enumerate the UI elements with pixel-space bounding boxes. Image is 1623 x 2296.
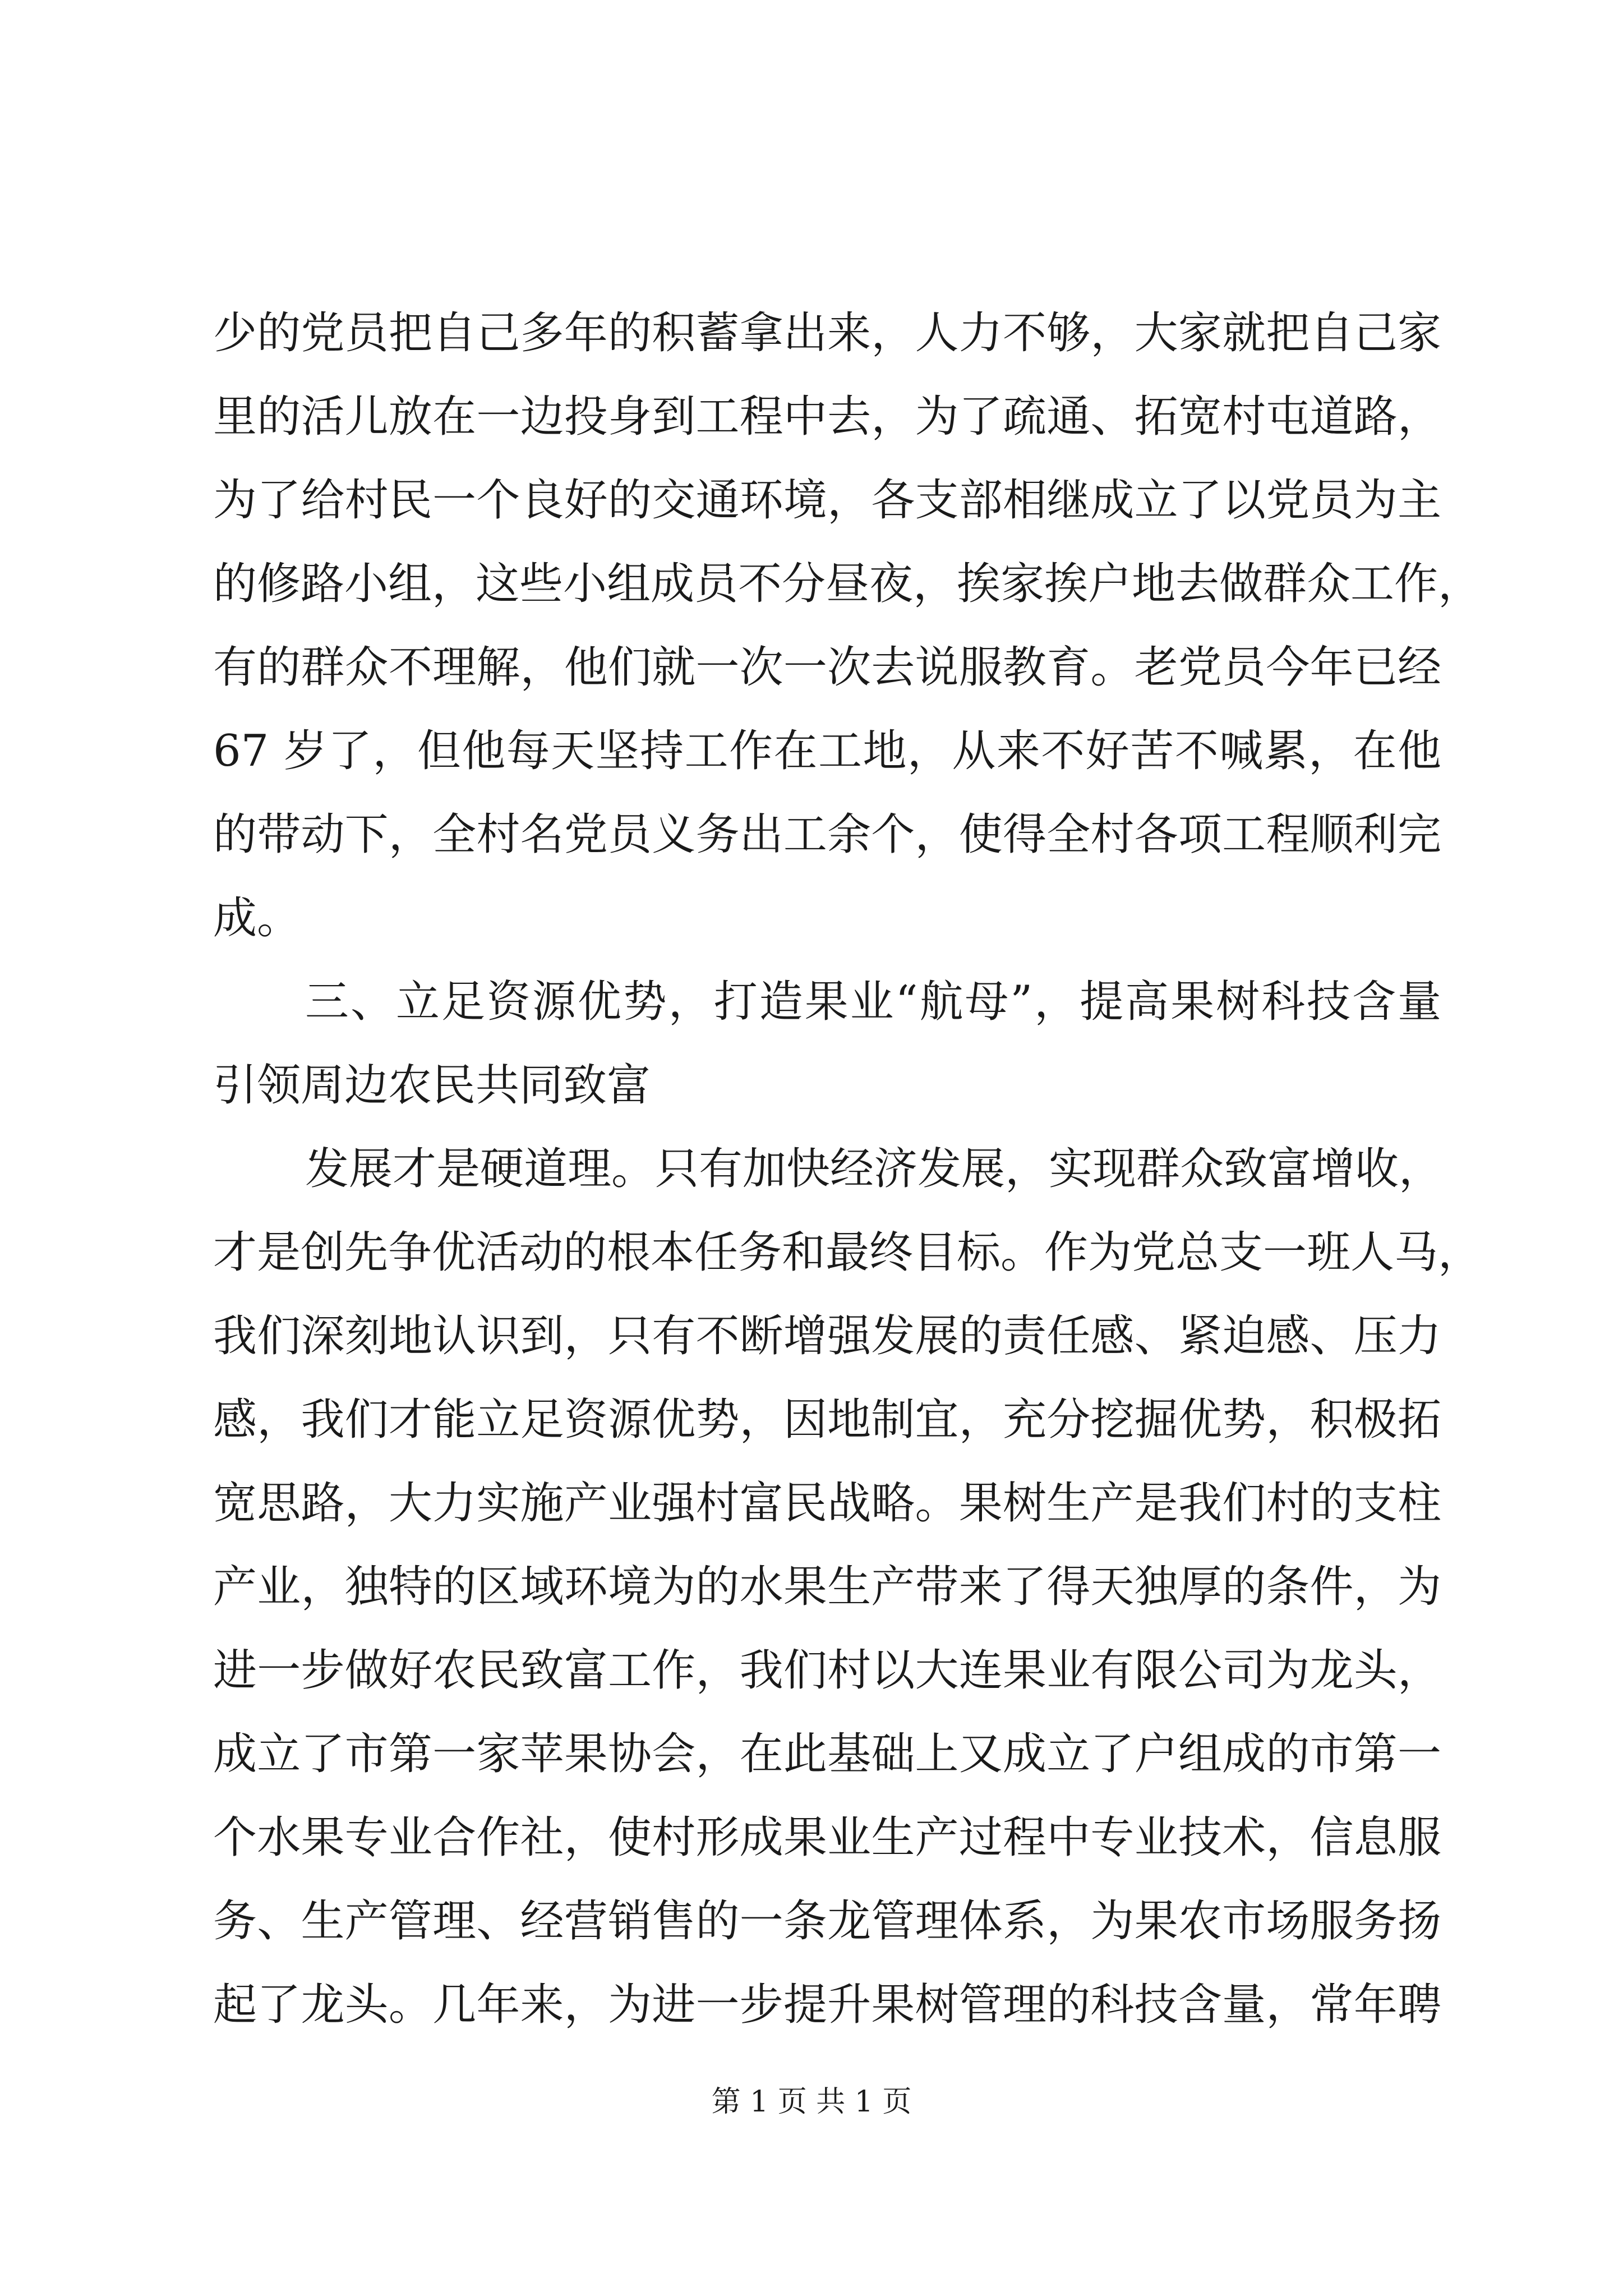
text-line: 才是创先争优活动的根本任务和最终目标。作为党总支一班人马， bbox=[213, 1227, 1482, 1278]
page-number: 第 1 页 共 1 页 bbox=[711, 2085, 912, 2119]
text-line: 的修路小组，这些小组成员不分昼夜，挨家挨户地去做群众工作， bbox=[213, 559, 1482, 609]
text-line: 宽思路，大力实施产业强村富民战略。果树生产是我们村的支柱 bbox=[213, 1478, 1441, 1529]
text-line: 成立了市第一家苹果协会，在此基础上又成立了户组成的市第一 bbox=[213, 1729, 1441, 1779]
text-line: 为了给村民一个良好的交通环境，各支部相继成立了以党员为主 bbox=[213, 475, 1441, 526]
text-line: 少的党员把自己多年的积蓄拿出来，人力不够，大家就把自己家 bbox=[213, 308, 1441, 358]
text-line: 里的活儿放在一边投身到工程中去，为了疏通、拓宽村屯道路， bbox=[213, 392, 1441, 442]
text-line: 感，我们才能立足资源优势，因地制宜，充分挖掘优势，积极拓 bbox=[213, 1395, 1441, 1445]
text-line: 发展才是硬道理。只有加快经济发展，实现群众致富增收， bbox=[305, 1144, 1443, 1194]
text-line: 有的群众不理解，他们就一次一次去说服教育。老党员今年已经 bbox=[213, 642, 1441, 693]
section-heading-line: 引领周边农民共同致富 bbox=[213, 1060, 651, 1111]
text-line: 进一步做好农民致富工作，我们村以大连果业有限公司为龙头， bbox=[213, 1645, 1441, 1696]
text-line: 起了龙头。几年来，为进一步提升果树管理的科技含量，常年聘 bbox=[213, 1980, 1441, 2030]
section-heading-line: 三、立足资源优势，打造果业“航母”，提高果树科技含量 bbox=[305, 977, 1441, 1027]
text-line: 个水果专业合作社，使村形成果业生产过程中专业技术，信息服 bbox=[213, 1812, 1441, 1863]
text-line: 成。 bbox=[213, 893, 301, 944]
text-line: 产业，独特的区域环境为的水果生产带来了得天独厚的条件，为 bbox=[213, 1562, 1441, 1612]
text-line: 我们深刻地认识到，只有不断增强发展的责任感、紧迫感、压力 bbox=[213, 1311, 1441, 1361]
text-line: 的带动下，全村名党员义务出工余个，使得全村各项工程顺利完 bbox=[213, 809, 1441, 860]
body-text bbox=[213, 292, 1482, 2047]
page-footer bbox=[0, 2082, 1623, 2122]
text-line: 67 岁了，但他每天坚持工作在工地，从来不好苦不喊累，在他 bbox=[213, 726, 1441, 776]
text-line: 务、生产管理、经营销售的一条龙管理体系，为果农市场服务扬 bbox=[213, 1896, 1441, 1947]
